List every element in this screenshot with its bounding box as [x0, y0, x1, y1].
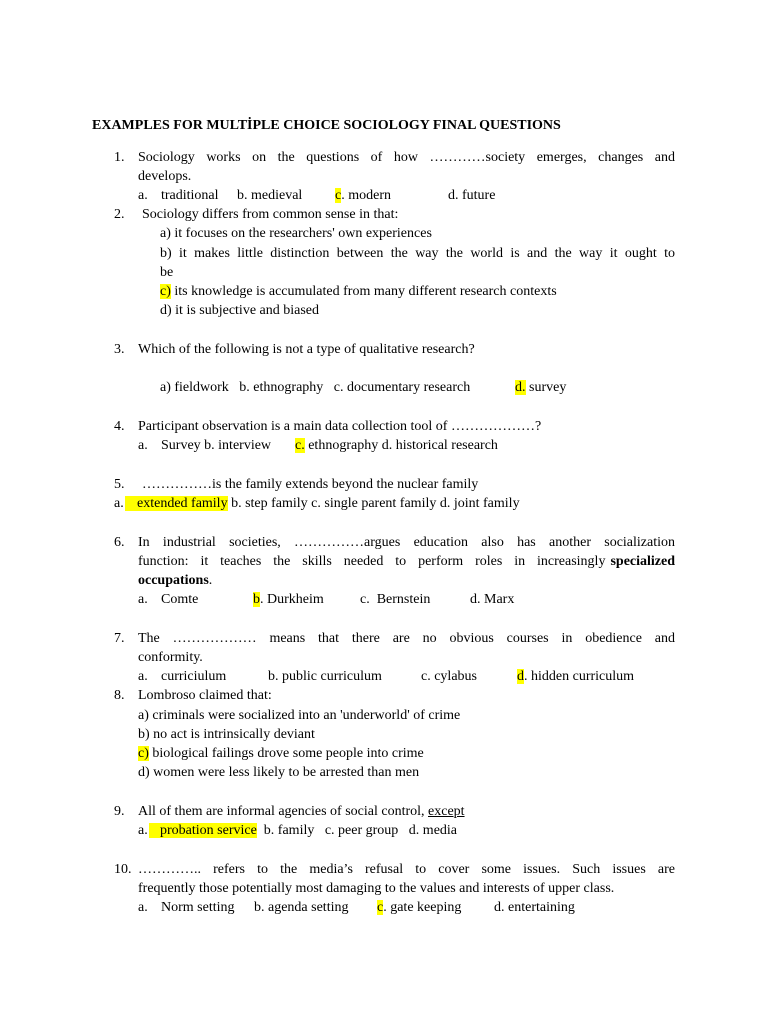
- question-number: 4.: [114, 419, 125, 434]
- option-c: c) its knowledge is accumulated from many different research contexts: [160, 284, 557, 299]
- option-d: d. survey: [515, 380, 567, 395]
- option-d: d. entertaining: [494, 900, 575, 915]
- question-number: 9.: [114, 804, 125, 819]
- answer-highlight: extended family: [125, 496, 228, 511]
- answer-highlight: probation service: [149, 823, 257, 838]
- answer-highlight: c.: [295, 438, 305, 453]
- question-stem: Sociology differs from common sense in that:: [142, 207, 399, 222]
- option-marker: a.: [114, 496, 124, 511]
- option-c: c. cylabus: [421, 669, 477, 684]
- answer-highlight: c): [160, 284, 171, 299]
- question-stem: Which of the following is not a type of qualitative research?: [138, 342, 475, 357]
- question-stem: ………….. refers to the media’s refusal to cover some issues. Such issues are: [138, 862, 675, 877]
- option-b: b. medieval: [237, 188, 303, 203]
- question-stem: In industrial societies, ……………argues education also has another socialization: [138, 535, 675, 550]
- question-number: 3.: [114, 342, 125, 357]
- option-b: b. Durkheim: [253, 592, 324, 607]
- question-number: 6.: [114, 535, 125, 550]
- option-a: Comte: [161, 592, 199, 607]
- option-d: d) it is subjective and biased: [160, 303, 320, 318]
- option-a: a) criminals were socialized into an 'underworld' of crime: [138, 708, 461, 723]
- option-a: traditional: [161, 188, 219, 203]
- options-post: c. ethnography d. historical research: [295, 438, 498, 453]
- option-b: b) no act is intrinsically deviant: [138, 727, 315, 742]
- question-stem: Sociology works on the questions of how …………society emerges, changes and: [138, 150, 675, 165]
- document-title: EXAMPLES FOR MULTİPLE CHOICE SOCIOLOGY FINAL QUESTIONS: [92, 118, 561, 133]
- answer-highlight: c): [138, 746, 149, 761]
- question-number: 1.: [114, 150, 125, 165]
- options-pre: Survey b. interview: [161, 438, 272, 453]
- option-d: d. Marx: [470, 592, 515, 607]
- question-number: 5.: [114, 477, 125, 492]
- question-stem: The ……………… means that there are no obvious courses in obedience and: [138, 631, 675, 646]
- answer-highlight: c: [377, 900, 384, 915]
- option-marker: a.: [138, 823, 148, 838]
- options-line: probation service b. family c. peer group d. media: [149, 821, 457, 840]
- question-stem-cont: conformity.: [138, 650, 203, 665]
- option-c: c. modern: [335, 188, 391, 203]
- option-b-cont: be: [160, 265, 174, 280]
- option-c: c) biological failings drove some people into crime: [138, 746, 424, 761]
- option-a: a) it focuses on the researchers' own experiences: [160, 226, 432, 241]
- question-stem-end: occupations.: [138, 573, 213, 588]
- option-marker: a.: [138, 188, 148, 203]
- question-number: 7.: [114, 631, 125, 646]
- option-d: d. hidden curriculum: [517, 669, 635, 684]
- question-number: 8.: [114, 688, 125, 703]
- answer-highlight: c: [335, 188, 342, 203]
- option-d: d) women were less likely to be arrested than men: [138, 765, 420, 780]
- question-stem-cont: develops.: [138, 169, 192, 184]
- question-stem: ……………is the family extends beyond the nuclear family: [142, 477, 479, 492]
- option-a: curriciulum: [161, 669, 227, 684]
- option-a: Norm setting: [161, 900, 235, 915]
- option-b: b. agenda setting: [254, 900, 349, 915]
- option-b: b) it makes little distinction between the way the world is and the way it ought to: [160, 246, 675, 261]
- answer-highlight: b: [253, 592, 260, 607]
- answer-highlight: d: [517, 669, 524, 684]
- option-marker: a.: [138, 592, 148, 607]
- option-b: b. public curriculum: [268, 669, 382, 684]
- question-number: 2.: [114, 207, 125, 222]
- question-stem-cont: function: it teaches the skills needed to perform roles in increasingly specialized: [138, 554, 675, 569]
- question-number: 10.: [114, 862, 132, 877]
- question-stem: Participant observation is a main data collection tool of ………………?: [138, 419, 542, 434]
- answer-highlight: d.: [515, 380, 526, 395]
- question-stem-cont: frequently those potentially most damaging to the values and interests of upper class.: [138, 881, 615, 896]
- question-stem: All of them are informal agencies of social control, except: [138, 804, 465, 819]
- option-c: c. gate keeping: [377, 900, 462, 915]
- option-d: d. future: [448, 188, 496, 203]
- option-marker: a.: [138, 438, 148, 453]
- question-stem: Lombroso claimed that:: [138, 688, 272, 703]
- option-marker: a.: [138, 669, 148, 684]
- option-c: c. Bernstein: [360, 592, 431, 607]
- options-line: extended family b. step family c. single parent family d. joint family: [125, 494, 520, 513]
- options-line: a) fieldwork b. ethnography c. documentary research: [160, 380, 471, 395]
- option-marker: a.: [138, 900, 148, 915]
